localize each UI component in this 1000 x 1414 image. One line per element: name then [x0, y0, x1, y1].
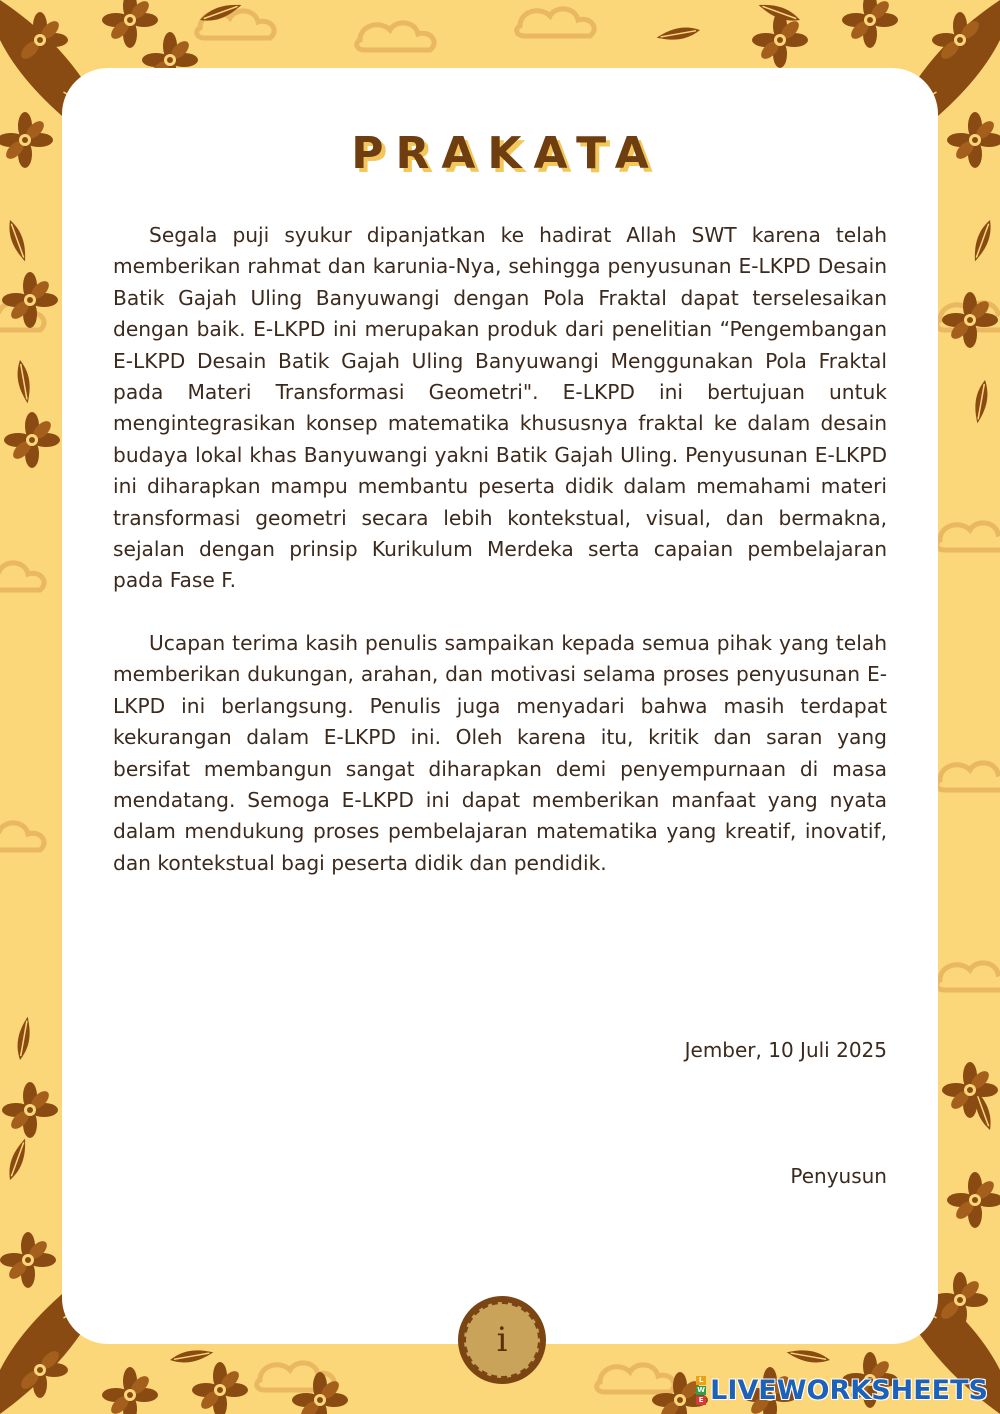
signer-label: Penyusun — [790, 1164, 887, 1188]
paragraph-1: Segala puji syukur dipanjatkan ke hadirat Allah SWT karena telah memberikan rahmat dan karunia-Nya, sehingga penyusunan E-LKPD Desain Batik Gajah Uling Banyuwangi dengan Pola Fraktal dapat terselesaikan dengan baik. E-LKPD ini merupakan produk dari penelitian “Pengembangan E-LKPD Desain Batik Gajah Uling Banyuwangi Menggunakan Pola Fraktal pada Materi Transformasi Geometri". E-LKPD ini bertujuan untuk mengintegrasikan konsep matematika khususnya fraktal ke dalam desain budaya lokal khas Banyuwangi yakni Batik Gajah Uling. Penyusunan E-LKPD ini diharapkan mampu membantu peserta didik dalam memahami materi transformasi geometri secara lebih kontekstual, visual, dan bermakna, sejalan dengan prinsip Kurikulum Merdeka serta capaian pembelajaran pada Fase F. — [113, 223, 887, 593]
info-button[interactable] — [458, 1296, 546, 1384]
place-date: Jember, 10 Juli 2025 — [684, 1038, 887, 1062]
watermark-text: LIVEWORKSHEETS — [710, 1374, 988, 1406]
title-area — [0, 128, 1000, 188]
info-icon: i — [464, 1302, 540, 1378]
paragraph-2: Ucapan terima kasih penulis sampaikan kepada semua pihak yang telah memberikan dukungan, arahan, dan motivasi selama proses penyusunan E-LKPD ini berlangsung. Penulis juga menyadari bahwa masih terdapat kekurangan dalam E-LKPD ini. Oleh karena itu, kritik dan saran yang bersifat membangun sangat diharapkan demi penyempurnaan di masa mendatang. Semoga E-LKPD ini dapat memberikan manfaat yang nyata dalam mendukung proses pembelajaran matematika yang kreatif, inovatif, dan kontekstual bagi peserta didik dan pendidik. — [113, 630, 887, 875]
liveworksheets-watermark — [696, 1374, 988, 1406]
liveworksheets-logo-icon: L W E — [697, 1375, 706, 1404]
body-text — [113, 220, 887, 910]
page-title: PRAKATA — [351, 128, 661, 179]
